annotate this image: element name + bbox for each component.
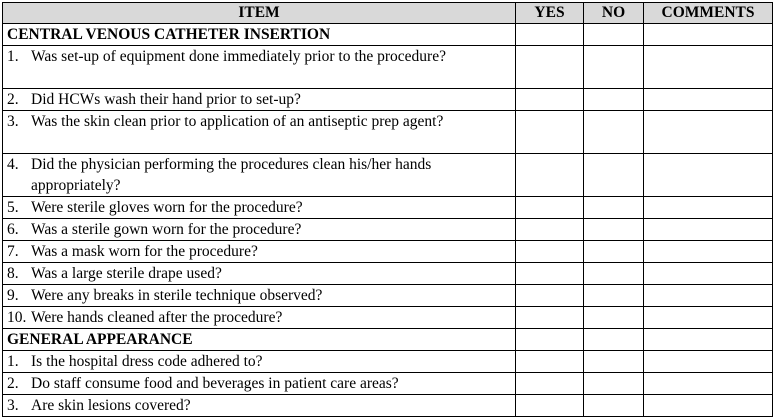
table-row <box>3 373 773 395</box>
comments-cell[interactable] <box>644 154 773 197</box>
yes-cell[interactable] <box>516 351 584 373</box>
table-row <box>3 307 773 329</box>
item-question: Are skin lesions covered? <box>31 397 191 414</box>
item-question: Did HCWs wash their hand prior to set-up? <box>31 91 301 108</box>
no-cell <box>584 329 644 351</box>
yes-cell <box>516 24 584 46</box>
table-row <box>3 285 773 307</box>
no-cell[interactable] <box>584 89 644 111</box>
yes-cell[interactable] <box>516 89 584 111</box>
section-title-cvc: CENTRAL VENOUS CATHETER INSERTION <box>3 24 516 46</box>
yes-cell[interactable] <box>516 111 584 154</box>
item-cell <box>3 285 516 307</box>
comments-cell[interactable] <box>644 241 773 263</box>
item-cell <box>3 46 516 89</box>
comments-cell <box>644 24 773 46</box>
yes-cell <box>516 329 584 351</box>
no-cell[interactable] <box>584 307 644 329</box>
no-cell[interactable] <box>584 373 644 395</box>
item-number: 3. <box>7 397 19 414</box>
item-cell <box>3 241 516 263</box>
table-row <box>3 154 773 197</box>
comments-cell[interactable] <box>644 197 773 219</box>
comments-cell[interactable] <box>644 46 773 89</box>
yes-cell[interactable] <box>516 219 584 241</box>
comments-cell[interactable] <box>644 89 773 111</box>
comments-cell <box>644 329 773 351</box>
no-cell[interactable] <box>584 241 644 263</box>
yes-cell[interactable] <box>516 154 584 197</box>
header-row <box>3 3 773 24</box>
item-cell <box>3 219 516 241</box>
item-number: 2. <box>7 375 19 392</box>
section-row <box>3 329 773 351</box>
item-number: 1. <box>7 48 19 65</box>
item-question: Is the hospital dress code adhered to? <box>31 353 263 370</box>
table-row <box>3 351 773 373</box>
no-cell[interactable] <box>584 395 644 417</box>
yes-cell[interactable] <box>516 263 584 285</box>
item-cell <box>3 111 516 154</box>
item-question: Were sterile gloves worn for the procedure? <box>31 199 303 216</box>
item-number: 2. <box>7 91 19 108</box>
no-cell[interactable] <box>584 154 644 197</box>
yes-cell[interactable] <box>516 197 584 219</box>
comments-cell[interactable] <box>644 219 773 241</box>
comments-cell[interactable] <box>644 351 773 373</box>
table-row <box>3 395 773 417</box>
table-row <box>3 197 773 219</box>
yes-cell[interactable] <box>516 46 584 89</box>
comments-cell[interactable] <box>644 373 773 395</box>
item-question: Do staff consume food and beverages in patient care areas? <box>31 375 399 392</box>
item-question: Did the physician performing the procedures clean his/her hands appropriately? <box>31 156 432 194</box>
yes-cell[interactable] <box>516 395 584 417</box>
yes-cell[interactable] <box>516 307 584 329</box>
no-cell[interactable] <box>584 263 644 285</box>
table-row <box>3 46 773 89</box>
no-cell <box>584 24 644 46</box>
item-cell <box>3 154 516 197</box>
item-question: Was a mask worn for the procedure? <box>31 243 258 260</box>
item-question: Was a large sterile drape used? <box>31 265 222 282</box>
item-cell <box>3 263 516 285</box>
item-number: 9. <box>7 287 19 304</box>
no-cell[interactable] <box>584 351 644 373</box>
item-question: Was set-up of equipment done immediately prior to the procedure? <box>31 48 446 65</box>
item-cell <box>3 373 516 395</box>
item-number: 10. <box>7 309 27 326</box>
no-cell[interactable] <box>584 219 644 241</box>
table-row <box>3 89 773 111</box>
item-cell <box>3 351 516 373</box>
item-number: 3. <box>7 113 19 130</box>
table-row <box>3 241 773 263</box>
item-cell <box>3 307 516 329</box>
comments-cell[interactable] <box>644 285 773 307</box>
item-number: 8. <box>7 265 19 282</box>
item-number: 6. <box>7 221 19 238</box>
comments-cell[interactable] <box>644 395 773 417</box>
yes-cell[interactable] <box>516 241 584 263</box>
no-cell[interactable] <box>584 197 644 219</box>
section-row <box>3 24 773 46</box>
header-comments: COMMENTS <box>644 3 773 24</box>
item-cell <box>3 197 516 219</box>
comments-cell[interactable] <box>644 307 773 329</box>
no-cell[interactable] <box>584 111 644 154</box>
section-title-general: GENERAL APPEARANCE <box>3 329 516 351</box>
yes-cell[interactable] <box>516 285 584 307</box>
item-number: 7. <box>7 243 19 260</box>
item-number: 1. <box>7 353 19 370</box>
item-question: Were hands cleaned after the procedure? <box>31 309 283 326</box>
no-cell[interactable] <box>584 46 644 89</box>
item-question: Were any breaks in sterile technique observed? <box>31 287 323 304</box>
item-cell <box>3 89 516 111</box>
yes-cell[interactable] <box>516 373 584 395</box>
item-cell <box>3 395 516 417</box>
item-number: 4. <box>7 156 19 173</box>
header-item: ITEM <box>3 3 516 24</box>
header-yes: YES <box>516 3 584 24</box>
table-row <box>3 219 773 241</box>
no-cell[interactable] <box>584 285 644 307</box>
item-number: 5. <box>7 199 19 216</box>
item-question: Was the skin clean prior to application of an antiseptic prep agent? <box>31 113 444 130</box>
comments-cell[interactable] <box>644 263 773 285</box>
table-row <box>3 263 773 285</box>
table-row <box>3 111 773 154</box>
item-question: Was a sterile gown worn for the procedure? <box>31 221 302 238</box>
comments-cell[interactable] <box>644 111 773 154</box>
header-no: NO <box>584 3 644 24</box>
checklist-table <box>2 2 773 417</box>
